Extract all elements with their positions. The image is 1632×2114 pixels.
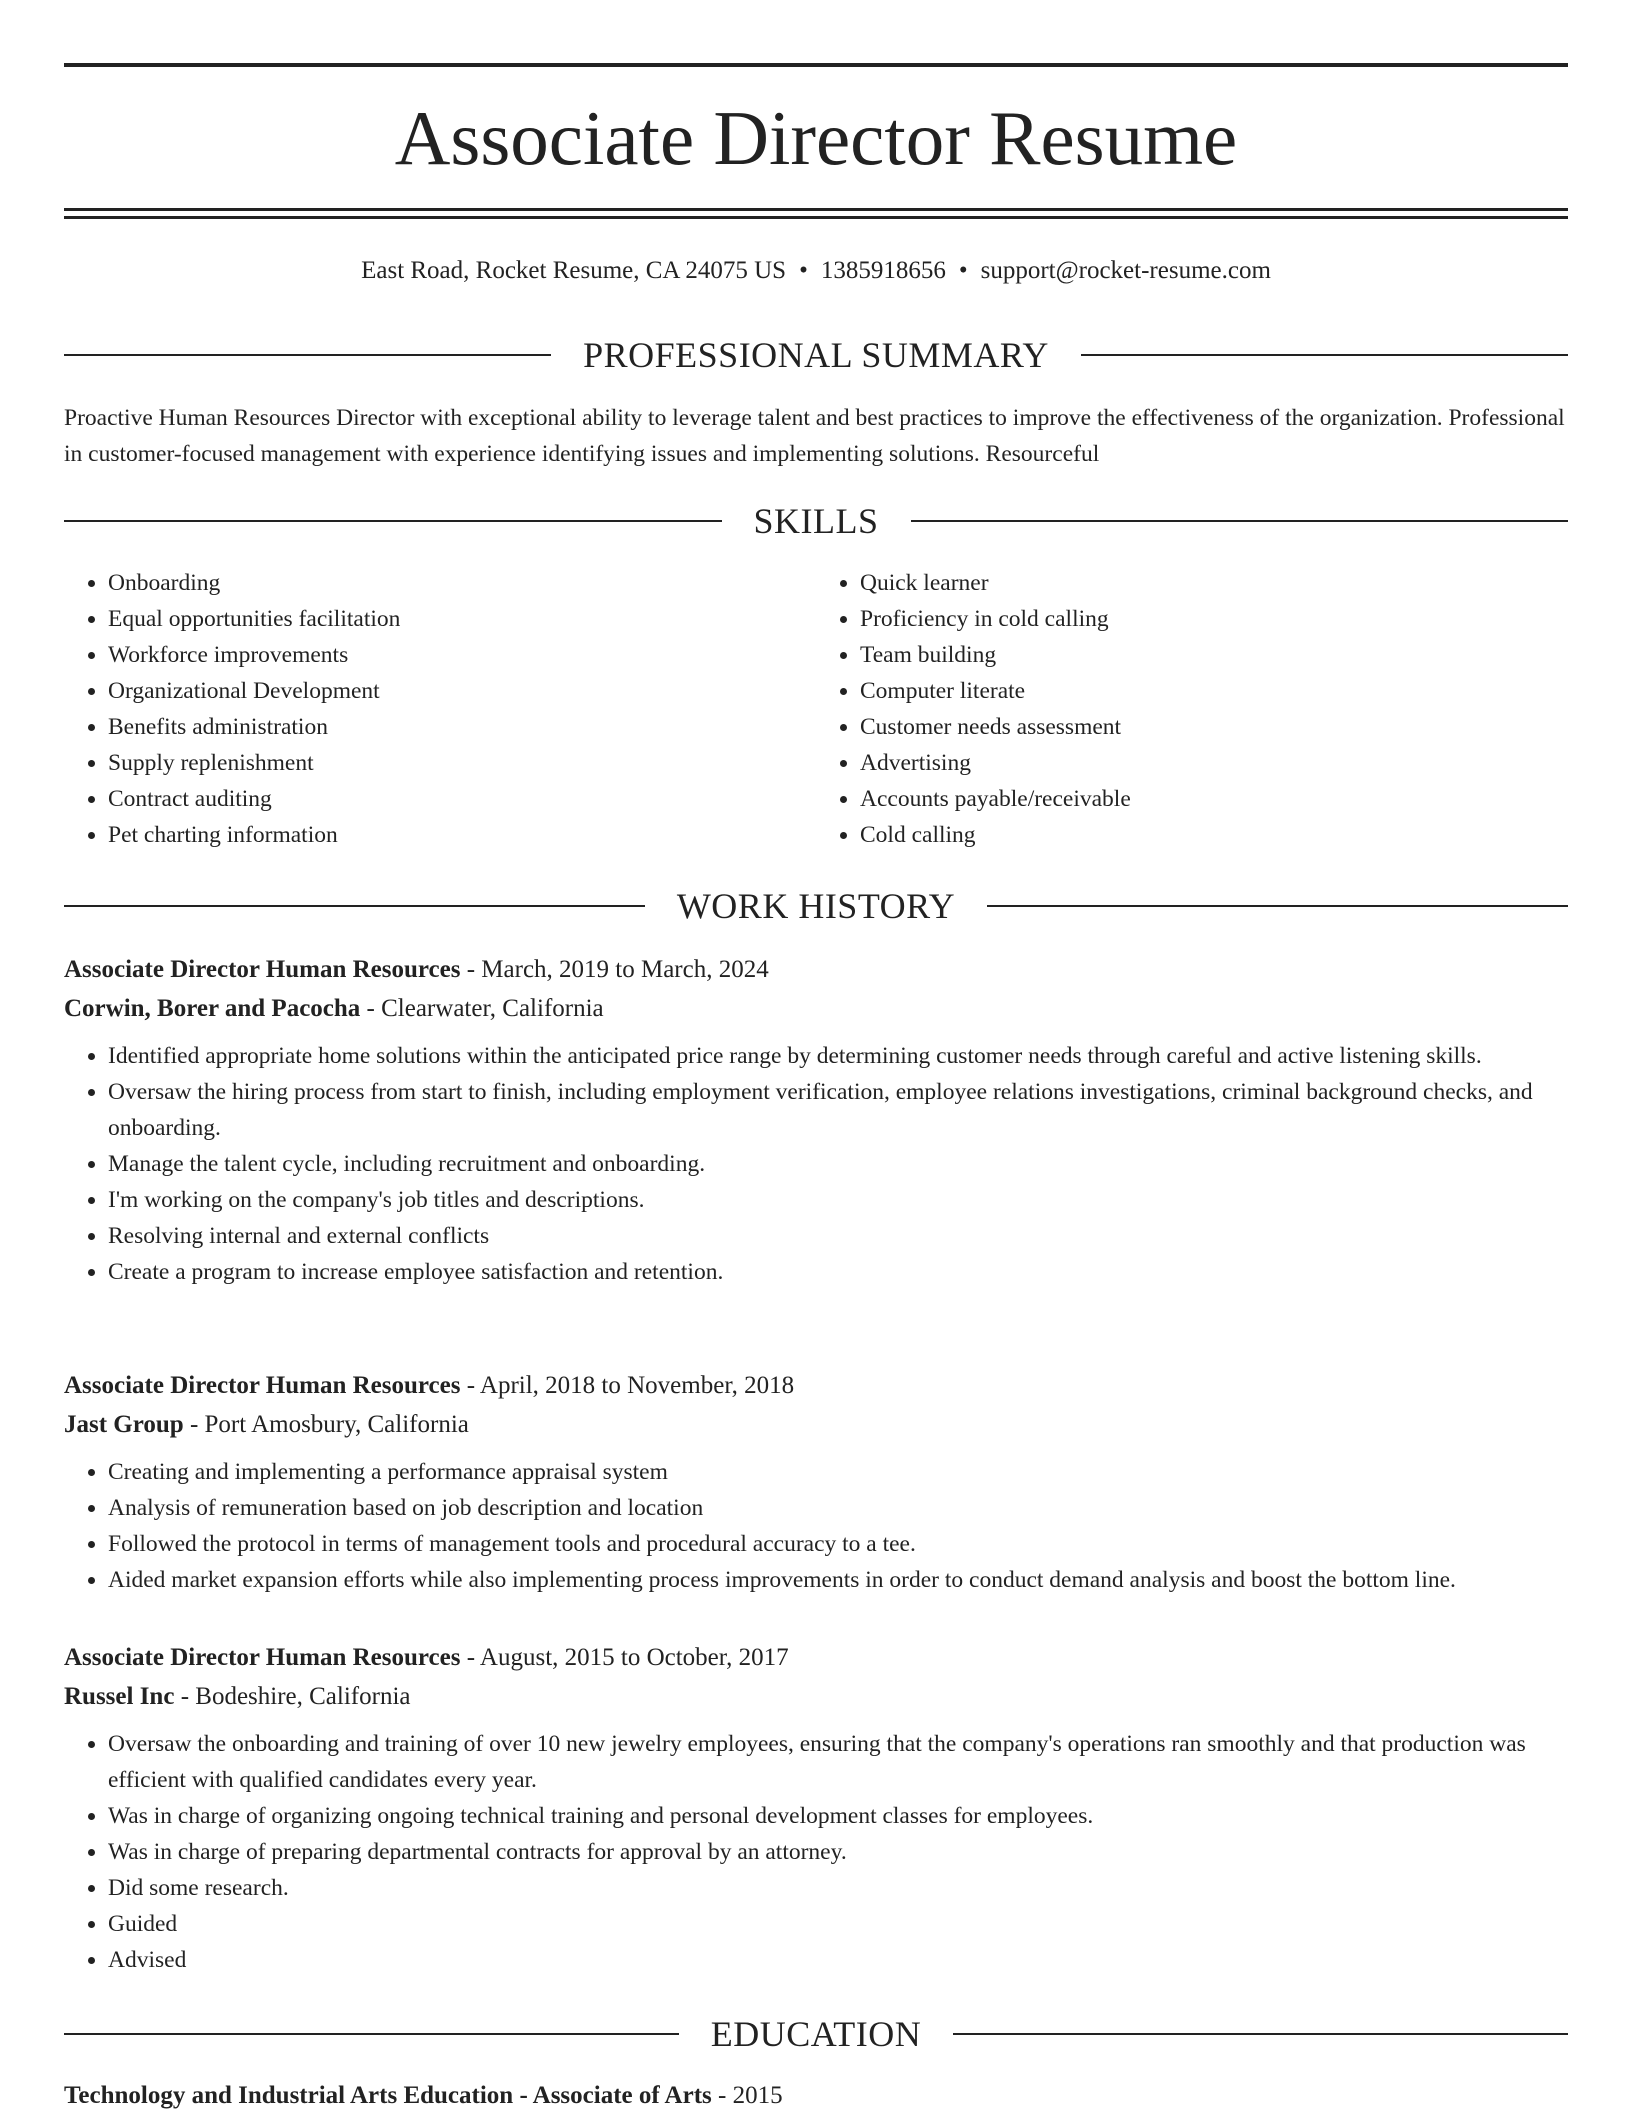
job-location: - Bodeshire, California: [174, 1683, 411, 1710]
address: East Road, Rocket Resume, CA 24075 US: [361, 257, 787, 284]
heading-rule: [64, 2033, 679, 2035]
job-bullet: • Manage the talent cycle, including recruitment and onboarding.: [108, 1146, 1568, 1182]
job-company-line: [64, 1677, 1568, 1716]
job-bullet: • I'm working on the company's job titles and descriptions.: [108, 1182, 1568, 1218]
email-link[interactable]: support@rocket-resume.com: [980, 257, 1271, 284]
job-dates: - August, 2015 to October, 2017: [460, 1644, 789, 1671]
job-title: Associate Director Human Resources: [64, 956, 461, 983]
skill-item: • Cold calling: [860, 817, 1568, 853]
job-title: Associate Director Human Resources: [64, 1372, 461, 1399]
double-rule-lower: [64, 216, 1568, 219]
contact-line: [64, 254, 1568, 288]
summary-heading-label: PROFESSIONAL SUMMARY: [583, 335, 1049, 375]
skill-item: • Customer needs assessment: [860, 709, 1568, 745]
job-title-line: [64, 1366, 1568, 1405]
skills-column-left: [64, 565, 816, 853]
skills-heading: [64, 499, 1568, 543]
skill-item: • Accounts payable/receivable: [860, 781, 1568, 817]
job-company-line: [64, 989, 1568, 1028]
summary-text: Proactive Human Resources Director with exceptional ability to leverage talent and best practices to improve the effectiveness of the organization. Professional in customer-focused management with experience identifying issues and implementing solutions. Resourceful: [64, 405, 1565, 467]
education-heading: [64, 2012, 1568, 2056]
job-entry: [64, 950, 1568, 1290]
work-history-heading: [64, 884, 1568, 928]
job-entry: [64, 1638, 1568, 1978]
job-bullet: • Was in charge of organizing ongoing technical training and personal development classes for employees.: [108, 1798, 1568, 1834]
skill-item: • Organizational Development: [108, 673, 816, 709]
heading-rule: [953, 2033, 1568, 2035]
heading-rule: [987, 905, 1568, 907]
skill-item: • Contract auditing: [108, 781, 816, 817]
job-company-line: [64, 1405, 1568, 1444]
top-rule: [64, 63, 1568, 67]
job-bullet: • Did some research.: [108, 1870, 1568, 1906]
resume-title: Associate Director Resume: [394, 95, 1238, 181]
job-bullet: • Analysis of remuneration based on job description and location: [108, 1490, 1568, 1526]
job-bullet: • Creating and implementing a performance appraisal system: [108, 1454, 1568, 1490]
job-bullet: • Guided: [108, 1906, 1568, 1942]
job-bullets: [64, 1454, 1568, 1598]
skill-item: • Equal opportunities facilitation: [108, 601, 816, 637]
skill-item: • Workforce improvements: [108, 637, 816, 673]
job-dates: - March, 2019 to March, 2024: [460, 956, 769, 983]
separator-bullet: •: [799, 257, 808, 284]
skill-item: • Onboarding: [108, 565, 816, 601]
job-title-line: [64, 1638, 1568, 1677]
double-rule-upper: [64, 208, 1568, 211]
heading-rule: [64, 520, 722, 522]
heading-rule: [911, 520, 1569, 522]
job-bullet: • Followed the protocol in terms of management tools and procedural accuracy to a tee.: [108, 1526, 1568, 1562]
skill-item: • Supply replenishment: [108, 745, 816, 781]
job-bullet: • Oversaw the onboarding and training of over 10 new jewelry employees, ensuring that the company's operations ran smoothly and that production was efficient with qualified candidates every year.: [108, 1726, 1568, 1798]
skills-heading-label: SKILLS: [753, 501, 879, 541]
skill-item: • Quick learner: [860, 565, 1568, 601]
education-year: - 2015: [711, 2082, 783, 2109]
job-bullet: • Oversaw the hiring process from start to finish, including employment verification, employee relations investigations, criminal background checks, and onboarding.: [108, 1074, 1568, 1146]
heading-rule: [64, 905, 645, 907]
job-bullet: • Was in charge of preparing departmental contracts for approval by an attorney.: [108, 1834, 1568, 1870]
skill-item: • Benefits administration: [108, 709, 816, 745]
job-location: - Clearwater, California: [360, 995, 604, 1022]
job-company: Jast Group: [64, 1411, 184, 1438]
job-company: Corwin, Borer and Pacocha: [64, 995, 361, 1022]
skill-item: • Computer literate: [860, 673, 1568, 709]
job-entry: [64, 1366, 1568, 1598]
job-bullets: [64, 1038, 1568, 1290]
job-company: Russel Inc: [64, 1683, 175, 1710]
job-title: Associate Director Human Resources: [64, 1644, 461, 1671]
education-heading-label: EDUCATION: [710, 2014, 922, 2054]
skill-item: • Pet charting information: [108, 817, 816, 853]
job-bullet: • Advised: [108, 1942, 1568, 1978]
education-degree: Technology and Industrial Arts Education - Associate of Arts: [64, 2082, 712, 2109]
education-entry: [64, 2078, 1568, 2114]
job-bullet: • Create a program to increase employee satisfaction and retention.: [108, 1254, 1568, 1290]
job-title-line: [64, 950, 1568, 989]
work-history-heading-label: WORK HISTORY: [676, 886, 956, 926]
job-bullets: [64, 1726, 1568, 1978]
skill-item: • Advertising: [860, 745, 1568, 781]
summary-heading: [64, 333, 1568, 377]
job-bullet: • Aided market expansion efforts while also implementing process improvements in order to conduct demand analysis and boost the bottom line.: [108, 1562, 1568, 1598]
separator-bullet: •: [958, 257, 968, 284]
heading-rule: [1081, 354, 1568, 356]
phone: 1385918656: [820, 257, 946, 284]
job-dates: - April, 2018 to November, 2018: [460, 1372, 795, 1399]
job-bullet: • Identified appropriate home solutions within the anticipated price range by determining customer needs through careful and active listening skills.: [108, 1038, 1568, 1074]
skill-item: • Team building: [860, 637, 1568, 673]
heading-rule: [64, 354, 551, 356]
job-location: - Port Amosbury, California: [183, 1411, 469, 1438]
skills-list: [64, 565, 1568, 853]
job-bullet: • Resolving internal and external conflicts: [108, 1218, 1568, 1254]
skill-item: • Proficiency in cold calling: [860, 601, 1568, 637]
skills-column-right: [816, 565, 1568, 853]
